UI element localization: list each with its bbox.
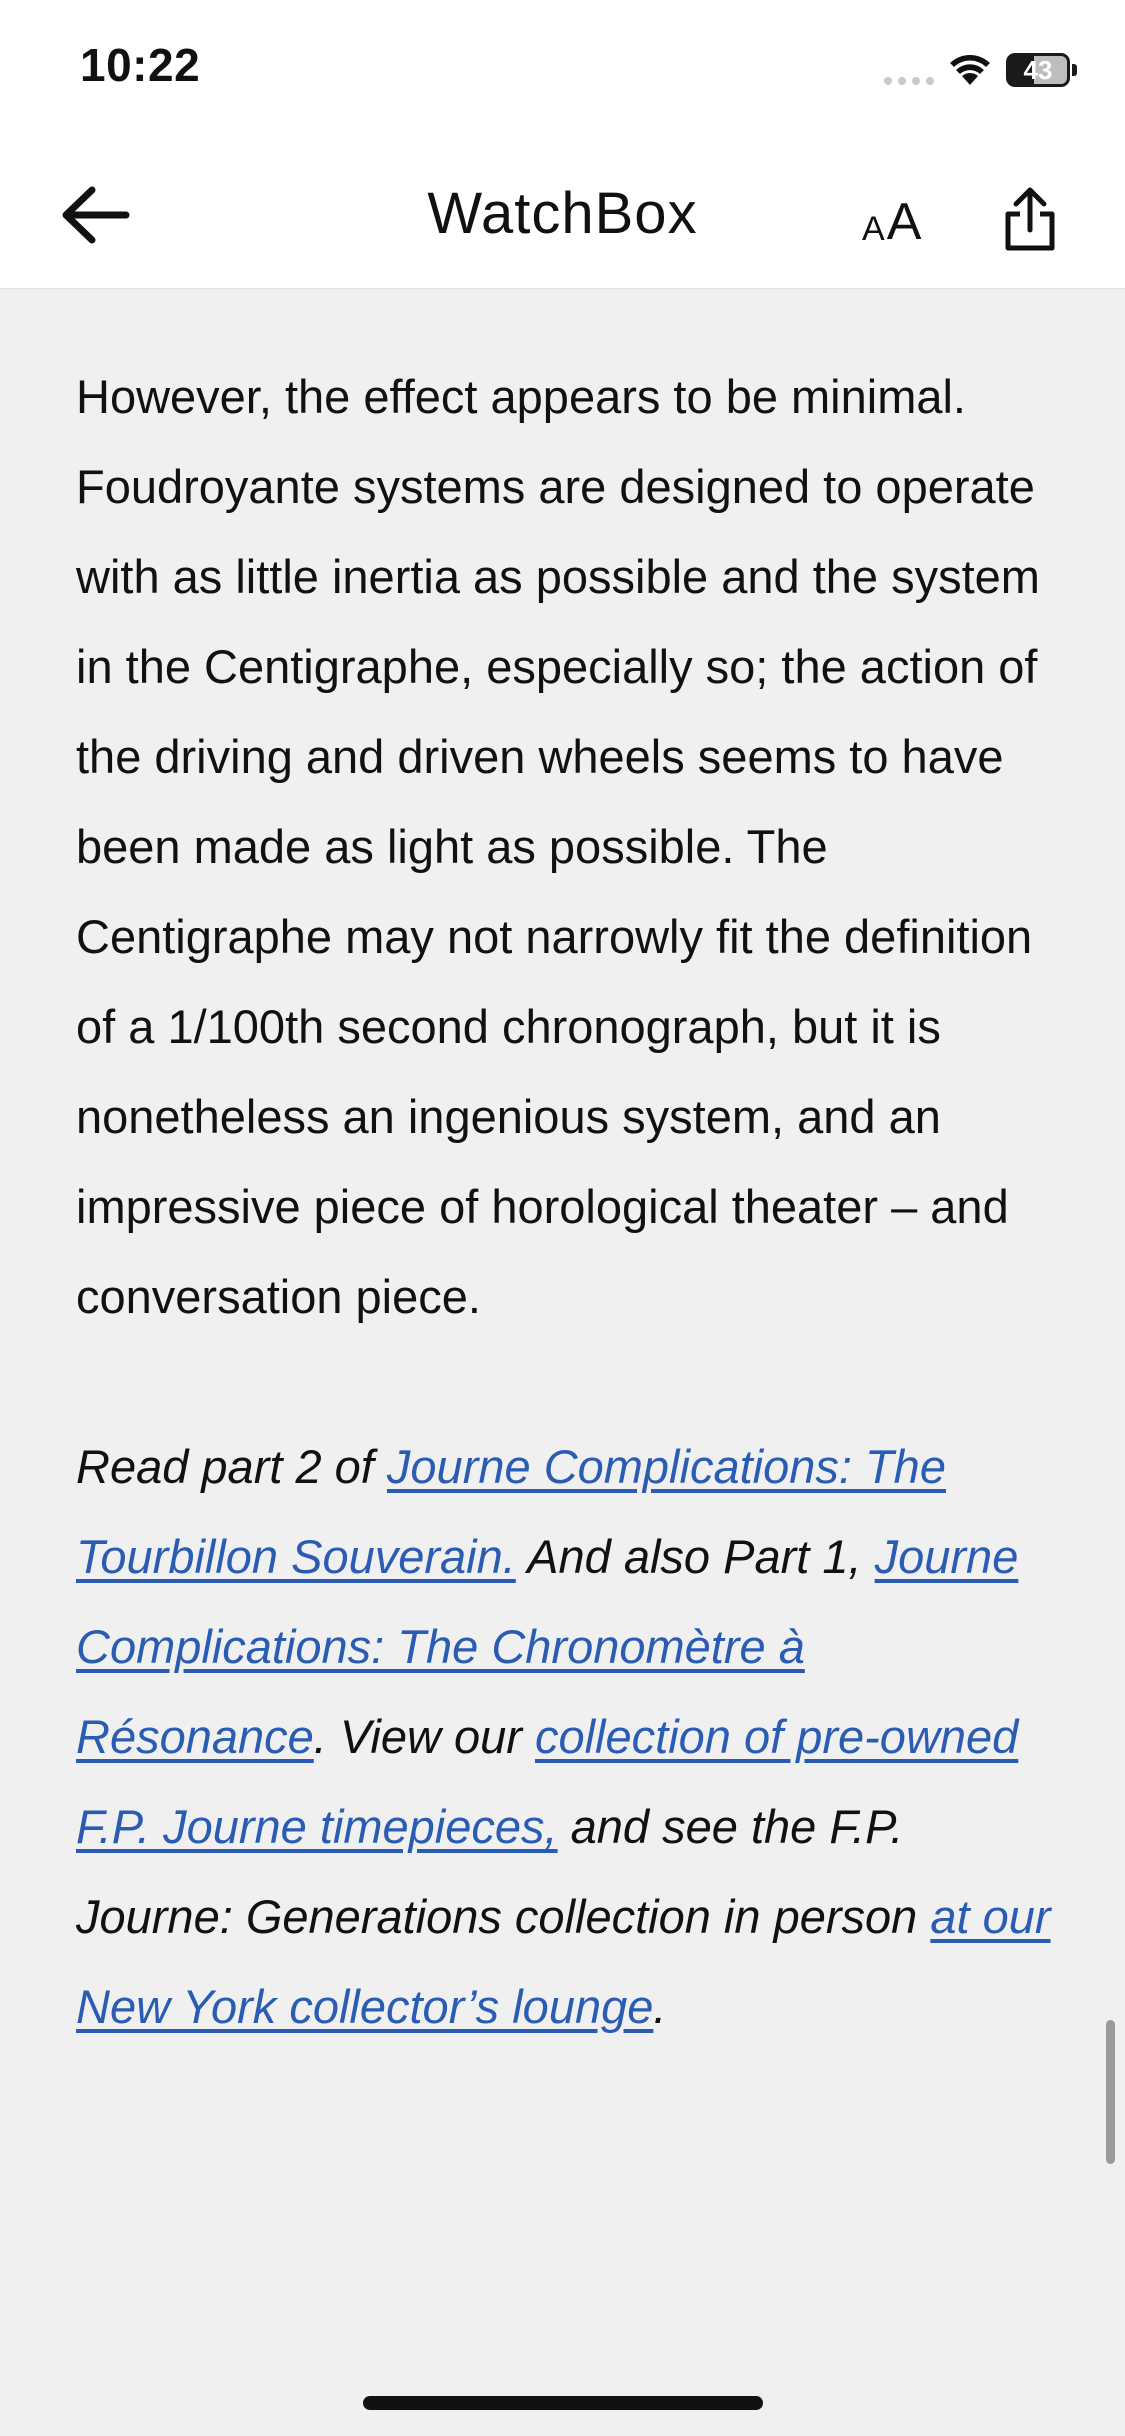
battery-nub — [1072, 64, 1077, 76]
closing-paragraph — [76, 1422, 1066, 2052]
text-size-small-label: A — [862, 210, 885, 248]
status-time: 10:22 — [80, 39, 201, 91]
battery-level: 43 — [1023, 54, 1053, 85]
closing-text-3: . View our — [313, 1710, 535, 1763]
share-icon[interactable] — [1000, 184, 1060, 254]
link-tourbillon-souverain[interactable]: Journe Complications: The Tourbillon Souverain. — [76, 1440, 946, 1583]
article-paragraph: However, the effect appears to be minimal. Foudroyante systems are designed to operate with as little inertia as possible and the system in the Centigraphe, especially so; the action of the driving and driven wheels seems to have been made as light as possible. The Centigraphe may not narrowly fit the definition of a 1/100th second chronograph, but it is nonetheless an ingenious system, and an impressive piece of horological theater – and conversation piece. — [76, 370, 1040, 1323]
cellular-signal-icon — [884, 55, 934, 85]
closing-text-1: Read part 2 of — [76, 1440, 387, 1493]
link-chronometre-a-resonance[interactable]: Journe Complications: The Chronomètre à Résonance — [76, 1530, 1019, 1763]
scrollbar[interactable] — [1106, 2020, 1115, 2164]
closing-text-4: and see the F.P. Journe: Generations collection in person — [76, 1800, 931, 1943]
status-icons — [884, 48, 1077, 92]
link-preowned-fp-journe[interactable]: collection of pre-owned F.P. Journe timepieces, — [76, 1710, 1019, 1853]
page-title: WatchBox — [427, 181, 698, 246]
closing-text-2: And also Part 1, — [515, 1530, 875, 1583]
closing-text-5: . — [653, 1980, 667, 2033]
text-size-button[interactable] — [862, 186, 922, 251]
text-size-large-label: A — [886, 193, 922, 251]
top-bar — [0, 0, 1125, 288]
wifi-icon — [948, 53, 992, 87]
home-indicator[interactable] — [363, 2396, 763, 2410]
link-new-york-lounge[interactable]: at our New York collector’s lounge — [76, 1890, 1051, 2033]
battery-icon — [1006, 53, 1070, 87]
article-content — [76, 352, 1066, 2132]
